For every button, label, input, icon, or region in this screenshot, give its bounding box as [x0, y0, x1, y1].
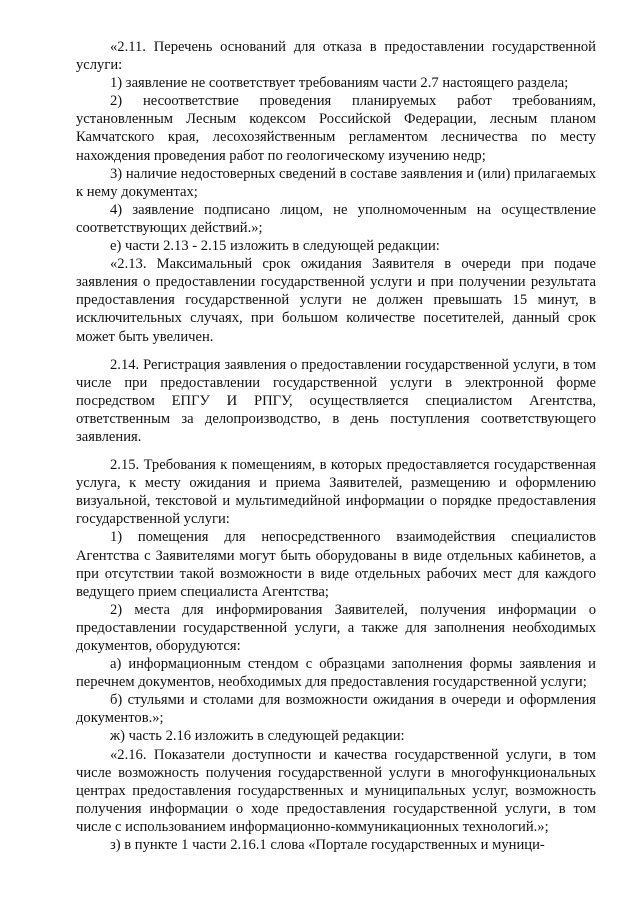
- paragraph-2-13: «2.13. Максимальный срок ожидания Заявителя в очереди при подаче заявления о предоставлении государственной услуги и при получении результата предоставления государственной услуги не должен превышать 15 минут, в исключительных случаях, при большом количестве посетителей, данный срок может быть увеличен.: [76, 256, 596, 345]
- paragraph-2-15-item-2a: а) информационным стендом с образцами заполнения формы заявления и перечнем документов, необходимых для предоставления государственной услуги;: [76, 656, 596, 691]
- paragraph-2-15-item-2: 2) места для информирования Заявителей, получения информации о предоставлении государственной услуги, а также для заполнения необходимых документов, оборудуются:: [76, 601, 596, 654]
- paragraph-2-14: 2.14. Регистрация заявления о предоставлении государственной услуги, в том числе при предоставлении государственной услуги в электронной форме посредством ЕПГУ И РПГУ, осуществляется специалистом Агентства, ответственным за делопроизводство, в день поступления соответствующего заявления.: [76, 356, 596, 445]
- paragraph-amendment-zh: ж) часть 2.16 изложить в следующей редакции:: [110, 728, 405, 745]
- paragraph-2-11-item-4: 4) заявление подписано лицом, не уполномоченным на осуществление соответствующих действий.»;: [76, 201, 596, 236]
- paragraph-2-11-item-1: 1) заявление не соответствует требованиям части 2.7 настоящего раздела;: [110, 75, 569, 92]
- document-page: [76, 38, 596, 854]
- paragraph-amendment-e: е) части 2.13 - 2.15 изложить в следующей редакции:: [110, 238, 440, 255]
- paragraph-2-15-item-1: 1) помещения для непосредственного взаимодействия специалистов Агентства с Заявителями могут быть оборудованы в виде отдельных кабинетов, а при отсутствии такой возможности в виде отдельных рабочих мест для каждого ведущего прием специалиста Агентства;: [76, 529, 596, 600]
- paragraph-2-11-heading: «2.11. Перечень оснований для отказа в предоставлении государственной услуги:: [76, 39, 596, 74]
- paragraph-2-11-item-3: 3) наличие недостоверных сведений в составе заявления и (или) прилагаемых к нему документах;: [76, 165, 596, 200]
- paragraph-2-15: 2.15. Требования к помещениям, в которых предоставляется государственная услуга, к месту ожидания и приема Заявителей, размещению и оформлению визуальной, текстовой и мультимедийной информации о порядке предоставления государственной услуги:: [76, 457, 596, 528]
- paragraph-2-11-item-2: 2) несоответствие проведения планируемых работ требованиям, установленным Лесным кодексом Российской Федерации, лесным планом Камчатского края, лесохозяйственным регламентом лесничества по месту нахождения проведения работ по геологическому изучению недр;: [76, 93, 596, 164]
- paragraph-2-15-item-2b: б) стульями и столами для возможности ожидания в очереди и оформления документов.»;: [76, 692, 596, 727]
- paragraph-2-16: «2.16. Показатели доступности и качества государственной услуги, в том числе возможность получения государственной услуги в многофункциональных центрах предоставления государственных и муниципальных услуг, возможность получения информации о ходе предоставления государственной услуги, в том числе с использованием информационно-коммуникационных технологий.»;: [76, 746, 596, 835]
- paragraph-amendment-z: з) в пункте 1 части 2.16.1 слова «Портале государственных и муници-: [110, 837, 545, 854]
